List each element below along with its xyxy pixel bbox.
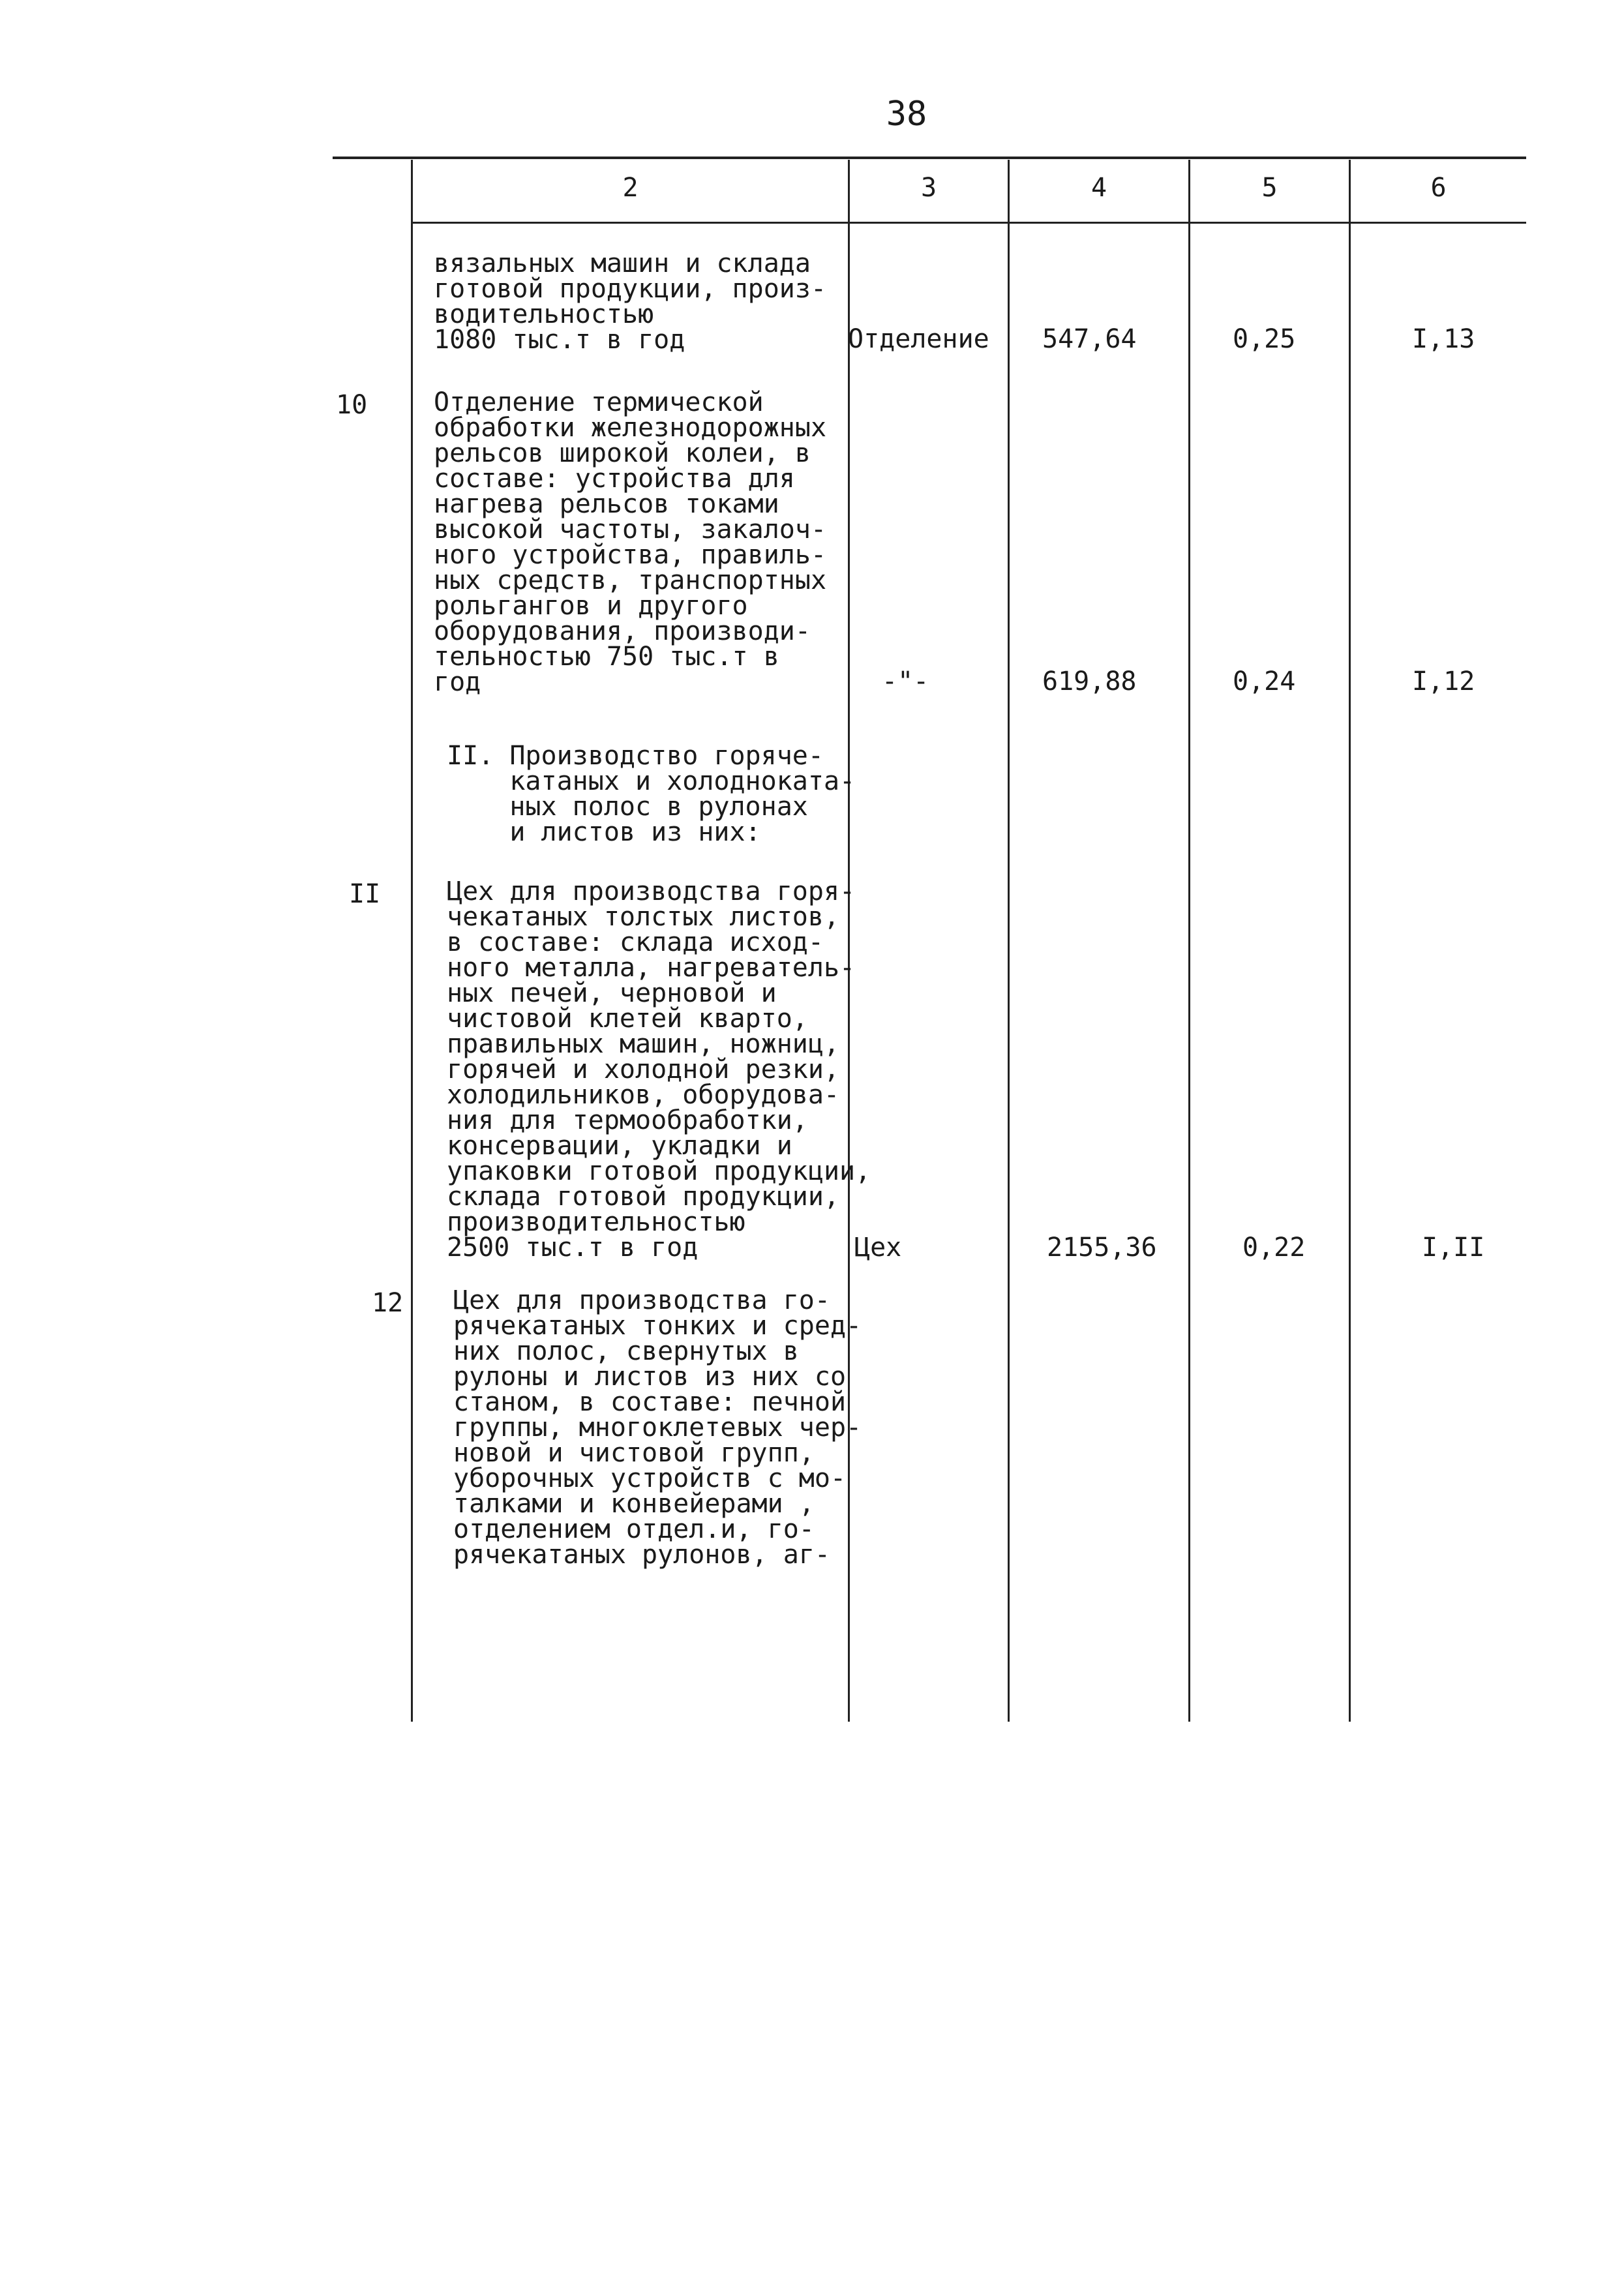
row-unit: Отделение	[848, 324, 989, 354]
section-heading: II. Производство горяче- катаных и холоднoката- ных полос в рулонах и листов из них:	[447, 741, 856, 847]
column-header-6: 6	[1430, 173, 1447, 203]
row-number: 12	[372, 1288, 404, 1318]
row-description: Цех для производства го- рячекатаных тонких и сред- них полос, свернутых в рулоны и листов из них со станом, в составе: печной группы, многоклетевых чер- новой и чистовой групп, уборочных устройств с мо- талками и конвейерами , отделением отдел.и, го- рячекатаных рулонов, аг-	[453, 1285, 862, 1570]
row-value-4: 2155,36	[1047, 1233, 1157, 1263]
row-unit: -"-	[882, 666, 929, 696]
column-divider-5-6	[1349, 160, 1351, 1722]
row-number: II	[349, 879, 381, 909]
row-value-6: I,II	[1422, 1233, 1485, 1263]
table-top-rule	[333, 157, 1526, 159]
page-number: 38	[886, 95, 927, 134]
table-header-rule	[411, 222, 1526, 224]
row-value-6: I,13	[1412, 324, 1475, 354]
column-header-4: 4	[1090, 173, 1107, 203]
row-description: Отделение термической обработки железнодорожных рельсов широкой колеи, в составе: устройства для нагрева рельсов токами высокой частоты, закалоч- ного устройства, правиль- ных средств, транспортных рольгангов и другого оборудования, производи- тельностью 750 тыс.т в год	[434, 387, 827, 697]
row-description: вязальных машин и склада готовой продукции, произ- водительностью 1080 тыс.т в год	[434, 248, 827, 355]
column-header-2: 2	[622, 173, 639, 203]
column-divider-left	[411, 160, 413, 1722]
row-value-4: 547,64	[1042, 324, 1137, 354]
row-value-5: 0,24	[1233, 666, 1296, 696]
row-value-5: 0,22	[1242, 1233, 1306, 1263]
column-header-3: 3	[920, 173, 937, 203]
row-value-4: 619,88	[1042, 666, 1137, 696]
column-divider-4-5	[1188, 160, 1190, 1722]
row-number: 10	[336, 390, 368, 420]
row-unit: Цех	[854, 1233, 902, 1263]
column-divider-3-4	[1008, 160, 1010, 1722]
row-value-5: 0,25	[1233, 324, 1296, 354]
row-value-6: I,12	[1412, 666, 1475, 696]
row-description: Цех для производства горя- чекатаных толстых листов, в составе: склада исход- ного металла, нагреватель- ных печей, черновой и чистовой клетей кварто, правильных машин, ножниц, горячей и холодной резки, холодильников, оборудова- ния для термообработки, консервации, укладки и упаковки готовой продукции, склада готовой продукции, производительностью 2500 тыс.т в год	[447, 876, 871, 1263]
column-header-5: 5	[1261, 173, 1278, 203]
